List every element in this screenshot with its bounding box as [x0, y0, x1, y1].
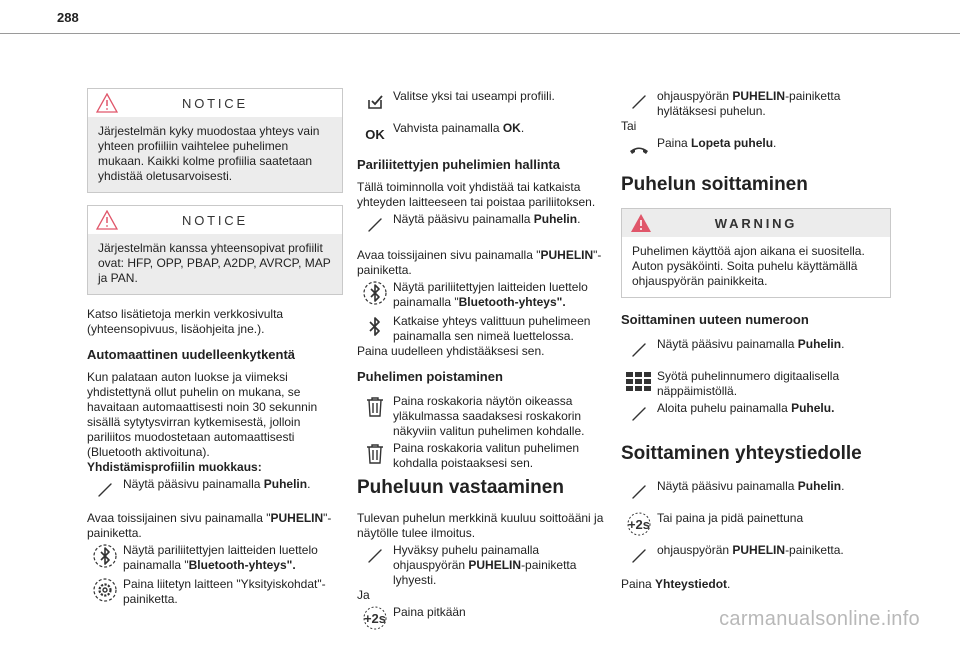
warning-text: Puhelimen käyttöä ajon aikana ei suositella. Auton pysäköinti. Soita puhelu käyttämällä ohjauspyörän painikkeita. — [622, 237, 890, 297]
svg-text:+2s: +2s — [363, 611, 387, 626]
step-row: Paina roskakoria valitun puhelimen kohdalla poistaaksesi sen. — [357, 439, 613, 471]
trash-icon — [365, 443, 385, 465]
section-heading: Automaattinen uudelleenkytkentä — [87, 347, 296, 362]
paragraph: Paina Yhteystiedot. — [621, 577, 731, 591]
long-press-icon — [358, 606, 392, 630]
warning-triangle-icon — [96, 93, 118, 113]
step-row: Aloita puhelu painamalla Puhelu. — [621, 399, 891, 429]
settings-gear-icon — [91, 576, 119, 604]
step-row: ohjauspyörän PUHELIN-painiketta hylätäksesi puhelun. — [621, 87, 891, 119]
paragraph: Avaa toissijainen sivu painamalla "PUHELIN"-painiketta. — [357, 248, 602, 277]
step-row: Katkaise yhteys valittuun puhelimeen painamalla sen nimeä luettelossa. — [357, 312, 613, 344]
step-row: Näytä pääsivu painamalla Puhelin. — [621, 335, 891, 365]
warning-triangle-icon — [96, 210, 118, 230]
notice-text: Järjestelmän kanssa yhteensopivat profiilit ovat: HFP, OPP, PBAP, A2DP, AVRCP, MAP ja PAN. — [88, 234, 342, 294]
bold-label: Yhdistämisprofiilin muokkaus: — [87, 460, 262, 474]
header-divider — [0, 33, 960, 34]
step-row: Näytä pääsivu painamalla Puhelin. — [87, 475, 343, 505]
step-row: Näytä pariliitettyjen laitteiden luettelo painamalla "Bluetooth-yhteys". — [357, 278, 613, 310]
step-row: OK Vahvista painamalla OK. — [357, 119, 613, 149]
checkbox-icon — [366, 93, 384, 111]
step-row: Paina Lopeta puhelu. — [621, 134, 891, 164]
warning-box — [621, 208, 891, 298]
bluetooth-icon — [91, 542, 119, 570]
page-number: 288 — [57, 10, 79, 25]
column-3 — [621, 87, 891, 602]
section-title: Soittaminen yhteystiedolle — [621, 443, 862, 464]
pencil-icon — [631, 406, 647, 422]
watermark-text: carmanualsonline.info — [719, 608, 920, 630]
notice-title: NOTICE — [182, 212, 248, 228]
label-ja: Ja — [357, 588, 370, 602]
step-row: +2s Tai paina ja pidä painettuna — [621, 509, 891, 539]
bluetooth-icon — [361, 279, 389, 307]
step-row: Näytä pääsivu painamalla Puhelin. — [357, 210, 613, 240]
column-1 — [87, 88, 343, 609]
svg-text:+2s: +2s — [627, 517, 651, 532]
pencil-icon — [631, 342, 647, 358]
warning-triangle-icon — [630, 213, 652, 233]
notice-box — [87, 88, 343, 193]
bluetooth-icon — [365, 314, 385, 340]
section-title: Puheluun vastaaminen — [357, 477, 564, 498]
paragraph: Avaa toissijainen sivu painamalla "PUHELIN"-painiketta. — [87, 511, 332, 540]
pencil-icon — [631, 548, 647, 564]
step-row: Paina liitetyn laitteen "Yksityiskohdat"-painiketta. — [87, 575, 343, 607]
paragraph: Tulevan puhelun merkkinä kuuluu soittoääni ja näytölle tulee ilmoitus. — [357, 511, 604, 540]
section-heading: Soittaminen uuteen numeroon — [621, 312, 809, 327]
step-row: Näytä pariliitettyjen laitteiden luettelo painamalla "Bluetooth-yhteys". — [87, 541, 343, 573]
notice-title: NOTICE — [182, 95, 248, 111]
paragraph: Tällä toiminnolla voit yhdistää tai katkaista yhteyden laitteeseen tai poistaa pariliitoksen. — [357, 180, 596, 209]
step-row: Syötä puhelinnumero digitaalisella näppäimistöllä. — [621, 367, 891, 399]
ok-icon: OK — [365, 126, 385, 142]
trash-icon — [365, 396, 385, 418]
paragraph: Katso lisätietoja merkin verkkosivulta (yhteensopivuus, lisäohjeita jne.). — [87, 307, 284, 336]
pencil-icon — [631, 94, 647, 110]
paragraph: Paina uudelleen yhdistääksesi sen. — [357, 344, 545, 358]
keypad-icon — [626, 372, 652, 392]
section-title: Puhelun soittaminen — [621, 174, 808, 195]
warning-title: WARNING — [714, 215, 798, 231]
section-heading: Pariliitettyjen puhelimien hallinta — [357, 157, 560, 172]
step-row: Näytä pääsivu painamalla Puhelin. — [621, 477, 891, 507]
step-row: Valitse yksi tai useampi profiili. — [357, 87, 613, 117]
label-tai: Tai — [621, 119, 637, 133]
notice-box — [87, 205, 343, 295]
column-2 — [357, 87, 613, 635]
notice-text: Järjestelmän kyky muodostaa yhteys vain yhteen profiiliin vaihtelee puhelimen mukaan. Kaikki kolme profiilia saatetaan yhdistää oletusarvoisesti. — [88, 117, 342, 192]
pencil-icon — [367, 548, 383, 564]
long-press-icon — [622, 512, 656, 536]
pencil-icon — [367, 217, 383, 233]
section-heading: Puhelimen poistaminen — [357, 369, 503, 384]
step-row: +2s Paina pitkään — [357, 603, 613, 633]
step-row: Hyväksy puhelu painamalla ohjauspyörän PUHELIN-painiketta lyhyesti. — [357, 541, 613, 588]
hang-up-icon — [628, 142, 650, 156]
step-row: ohjauspyörän PUHELIN-painiketta. — [621, 541, 891, 571]
pencil-icon — [631, 484, 647, 500]
paragraph: Kun palataan auton luokse ja viimeksi yhdistettynä ollut puhelin on mukana, se havaitaan automaattisesti noin 30 sekunnin sisällä sytytysvirran kytkemisestä, jolloin pariliitos muodostetaan automaattisesti (Bluetooth aktivoituna). — [87, 370, 318, 459]
pencil-icon — [97, 482, 113, 498]
step-row: Paina roskakoria näytön oikeassa yläkulmassa saadaksesi roskakorin näkyviin valitun puhelimen kohdalle. — [357, 392, 613, 439]
